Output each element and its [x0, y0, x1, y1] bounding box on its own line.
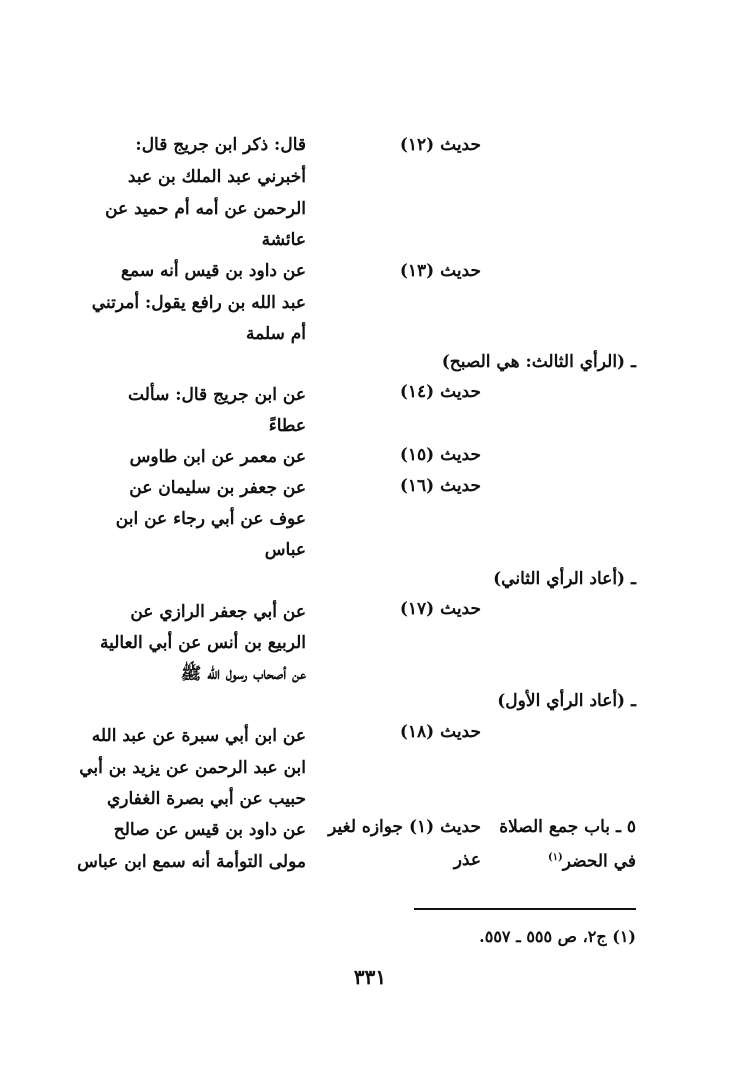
chain-line: قال: ذكر ابن جريج قال:	[135, 135, 306, 155]
chain-line: عن معمر عن ابن طاوس	[129, 447, 306, 467]
section-heading: ـ (أعاد الرأي الثاني)	[493, 569, 636, 589]
chain-line: عبد الله بن رافع يقول: أمرتني	[91, 293, 306, 313]
chain-line: عن جعفر بن سليمان عن	[129, 478, 306, 498]
hadith-label-13: حديث (١٣)	[399, 261, 481, 281]
footnote-divider	[414, 908, 636, 910]
chapter-heading-line2: في الحضر$^{(١)}$	[547, 851, 636, 872]
page-number: ٣٣١	[353, 965, 387, 989]
hadith-label-16: حديث (١٦)	[399, 476, 481, 496]
hadith-label-1: حديث (١) جوازه لغير	[328, 817, 481, 837]
chain-line: الرحمن عن أمه أم حميد عن	[105, 199, 306, 219]
chain-line: حبيب عن أبي بصرة الغفاري	[106, 789, 306, 809]
chain-line: أخبرني عبد الملك بن عبد	[127, 167, 306, 187]
chain-line: عطاءً	[268, 416, 306, 436]
footnote: (١) ج٢، ص ٥٥٥ ـ ٥٥٧.	[479, 927, 636, 946]
chain-line: عباس	[264, 540, 306, 560]
chain-line: عن داود بن قيس أنه سمع	[120, 261, 306, 281]
chain-line: عوف عن أبي رجاء عن ابن	[115, 509, 306, 529]
hadith-label-17: حديث (١٧)	[399, 599, 481, 619]
hadith-label-14: حديث (١٤)	[399, 382, 481, 402]
hadith-label-18: حديث (١٨)	[399, 722, 481, 742]
chain-line: عائشة	[261, 230, 306, 250]
chain-line: عن ابن جريج قال: سألت	[128, 385, 306, 405]
hadith-label-12: حديث (١٢)	[399, 135, 481, 155]
chain-line: عن ابن أبي سبرة عن عبد الله	[91, 726, 306, 746]
chain-line: أم سلمة	[246, 324, 306, 344]
chain-line: عن داود بن قيس عن صالح	[113, 820, 306, 840]
section-heading: ـ (أعاد الرأي الأول)	[497, 691, 636, 711]
chain-line: الربيع بن أنس عن أبي العالية	[99, 633, 306, 653]
chain-line: ابن عبد الرحمن عن يزيد بن أبي	[79, 758, 306, 778]
hadith-label-15: حديث (١٥)	[399, 445, 481, 465]
chain-line: مولى التوأمة أنه سمع ابن عباس	[77, 852, 306, 872]
chain-line: عن أبي جعفر الرازي عن	[130, 602, 306, 622]
chapter-heading: ٥ ـ باب جمع الصلاة	[499, 817, 636, 837]
footnote-ref: (١)	[547, 852, 563, 863]
chain-line: عن أصحاب رسول الله ﷺ	[180, 664, 306, 684]
section-heading: ـ (الرأي الثالث: هي الصبح)	[441, 352, 636, 372]
hadith-label-1-line2: عذر	[453, 850, 481, 870]
